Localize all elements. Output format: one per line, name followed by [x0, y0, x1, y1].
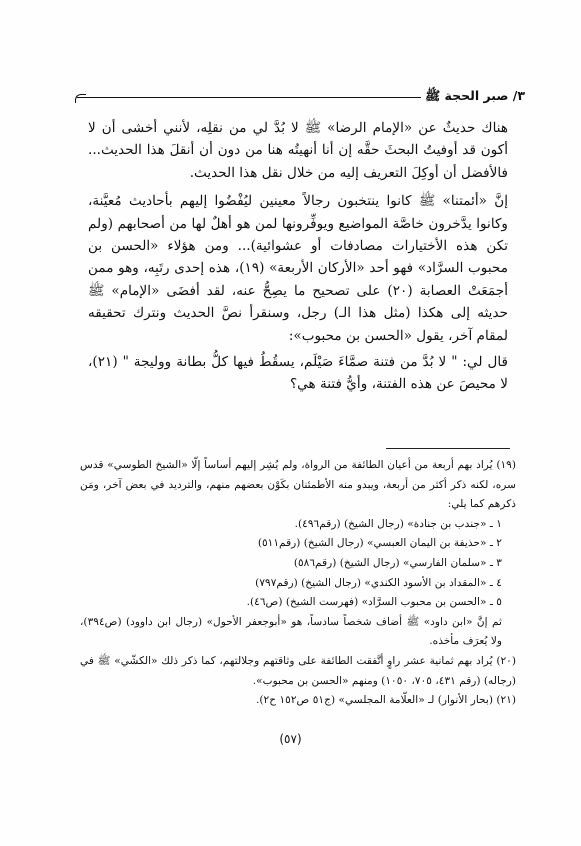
running-header — [77, 86, 527, 106]
page-number: (٥٧) — [279, 732, 302, 746]
footnote-20: (٢٠) يُراد بهم ثمانية عشر راوٍ أتَّفقت الطائفة على وثاقتهم وجلالتهم، كما ذكر ذلك «الكشّي» ﷺ في (رجاله) (رقم ٤٣١، ٧٠٥، ١٠٥٠) ومنهم «الحسن بن محبوب». — [80, 654, 516, 687]
footnote-19-item-4: ٤ ـ «المقداد بن الأسود الكندي» (رجال الشيخ) (رقم٧٩٧) — [255, 576, 502, 589]
footnote-separator — [386, 448, 510, 449]
footnote-19-item-3: ٣ ـ «سلمان الفارسي» (رجال الشيخ) (رقم٥٨٦) — [293, 556, 502, 569]
footnote-19: (١٩) يُراد بهم أربعة من أعيان الطائفة من الرواة، ولم يُشِر إليهم أساساً إلّا «الشيخ الطوسي» قدس سره، لكنه ذكر أكثر من أربعة، ويبدو منه الأطمئنان بكَوْن بعضهم منهم، والترديد في بعض آخر، ومَن ذكرهم كما يلي: — [80, 459, 516, 511]
main-text — [88, 117, 508, 396]
body-paragraph-2: إنَّ «أئمتنا» ﷺ كانوا ينتخبون رجالاً معينين ليُفْضُوا إليهم بأحاديث مُعيَّنة، وكانوا يدَّخرون خاصَّة المواضيع ويوفِّرونها لمن هو أهلٌ لها من أصحابهم (ولم تكن هذه الأختيارات مصادفات أو عشوائية)... ومن هؤلاء «الحسن بن محبوب السرَّاد» فهو أحد «الأركان الأربعة» (١٩)، هذه إحدى رتَبِه، وهو ممن أجمَعَتْ العصابة (٢٠) على تصحيح ما يصِحُّ عنه، لقد أفضَى «الإمام» ﷺ حديثه إلى هكذا (مثل هذا الـ) رجل، وسنقرأ نصَّ الحديث ونترك تحقيقه لمقام آخر، يقول «الحسن بن محبوب»: — [88, 193, 508, 344]
footnote-21: (٢١) (بحار الأنوار) لـ «العلّامة المجلسي» (ج٥١ ص١٥٢ ح٢). — [256, 694, 516, 707]
header-rule — [77, 97, 421, 98]
header-rule-hook — [75, 94, 86, 103]
footnote-19-tail: ثم إنَّ «ابن داود» ﷺ أضاف شخصاً سادساً، هو «أبوجعفر الأحول» (رجال ابن داوود) (ص٣٩٤)، ولا يُعرَف مأخذه. — [80, 615, 502, 648]
footnotes — [80, 456, 516, 711]
running-title: ٣/ صبر الحجة ﷺ — [425, 88, 525, 103]
footnote-19-item-1: ١ ـ «جندب بن جنادة» (رجال الشيخ) (رقم٤٩٦). — [294, 517, 502, 530]
footnote-19-item-5: ٥ ـ «الحسن بن محبوب السرَّاد» (فهرست الشيخ) (ص٤٦). — [246, 596, 502, 609]
footnote-19-item-2: ٢ ـ «حذيفة بن اليمان العبسي» (رجال الشيخ) (رقم٥١١) — [257, 537, 502, 550]
body-paragraph-1: هناك حديثٌ عن «الإمام الرضا» ﷺ لا بُدَّ لي من نقلِه، لأنني أخشى أن لا أكون قد أوفيتُ البحثَ حقَّه إن أنا أنهيتُه هنا من دون أن أنقلَ هذا الحديث... فالأفضل أن أوكِلَ التعريف إليه من خلال نقل هذا الحديث. — [88, 120, 508, 181]
body-paragraph-3: قال لي: " لا بُدَّ من فتنة صمَّاءَ صَيْلَم، يسقُطُ فيها كلُّ بطانة ووليجة " (٢١)، لا محيصَ عن هذه الفتنة، وأيُّ فتنة هي؟ — [88, 354, 508, 393]
